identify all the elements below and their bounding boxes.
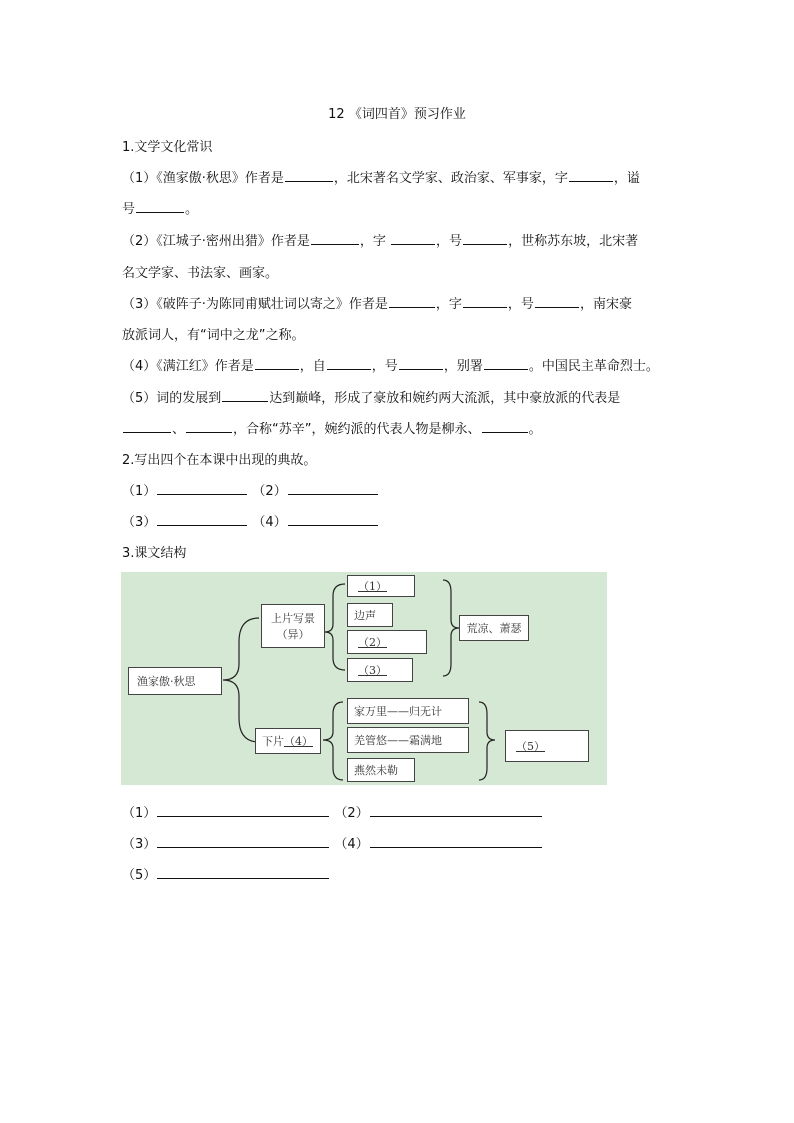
lower-summary-label: （5） <box>516 740 545 753</box>
q2-label-4: （4） <box>252 515 287 530</box>
q2-label-2: （2） <box>252 484 287 499</box>
q1-item-4-text-c: ，号 <box>371 359 398 374</box>
q1-item-3-line-2: 放派词人，有“词中之龙”之称。 <box>122 328 305 343</box>
upper-item-2-label: 边声 <box>354 609 376 622</box>
upper-item-1-label: （1） <box>358 580 387 593</box>
q1-item-3-text-b: ，字 <box>435 297 462 312</box>
answer-blank[interactable] <box>327 368 371 370</box>
answer-blank[interactable] <box>288 493 378 495</box>
q3-row-2 <box>122 833 543 852</box>
upper-label-2: （异） <box>276 628 310 641</box>
answer-blank[interactable] <box>157 524 247 526</box>
answer-blank[interactable] <box>389 306 435 308</box>
q3-label-3: （3） <box>122 837 157 852</box>
q1-item-3-text-c: ，号 <box>507 297 534 312</box>
upper-right-brace <box>443 580 459 676</box>
lower-summary-box[interactable] <box>505 730 589 762</box>
q1-item-2-text-a: （2）《江城子·密州出猎》作者是 <box>122 234 310 249</box>
q1-item-1-line-2 <box>122 198 198 217</box>
answer-blank[interactable] <box>136 211 184 213</box>
answer-blank[interactable] <box>255 368 299 370</box>
upper-item-2 <box>347 603 393 627</box>
upper-box <box>261 604 325 648</box>
q1-item-1-text-e: 。 <box>185 202 199 217</box>
q1-item-4-text-e: 。中国民主革命烈士。 <box>528 359 659 374</box>
upper-label-1: 上片写景 <box>271 612 315 625</box>
q1-item-5-text-d: ，合称“苏辛”，婉约派的代表人物是柳永、 <box>233 422 481 437</box>
q1-item-1-line-1 <box>122 167 640 186</box>
answer-blank[interactable] <box>157 815 329 817</box>
q1-item-1-text-a: （1）《渔家傲·秋思》作者是 <box>122 171 284 186</box>
answer-blank[interactable] <box>463 306 507 308</box>
answer-blank[interactable] <box>391 243 435 245</box>
section-2-heading: 2.写出四个在本课中出现的典故。 <box>122 453 317 468</box>
q1-item-5-text-e: 。 <box>528 422 542 437</box>
answer-blank[interactable] <box>399 368 443 370</box>
answer-blank[interactable] <box>569 180 613 182</box>
q3-label-1: （1） <box>122 806 157 821</box>
upper-brace <box>325 584 345 670</box>
upper-item-4[interactable] <box>347 658 413 682</box>
q3-label-4: （4） <box>334 837 369 852</box>
q1-item-4-text-a: （4）《满江红》作者是 <box>122 359 254 374</box>
root-box <box>128 667 222 695</box>
q1-item-4-text-d: ，别署 <box>443 359 483 374</box>
q1-item-1-text-d: 号 <box>122 202 136 217</box>
answer-blank[interactable] <box>463 243 507 245</box>
q3-label-5: （5） <box>122 868 157 883</box>
q1-item-1-text-c: ，谥 <box>613 171 640 186</box>
q1-item-2-line-2: 名文学家、书法家、画家。 <box>122 266 279 281</box>
q1-item-5-line-2 <box>122 418 542 437</box>
answer-blank[interactable] <box>288 524 378 526</box>
lower-item-1 <box>347 698 469 724</box>
upper-summary-label: 荒凉、萧瑟 <box>466 622 522 635</box>
section-1-heading: 1.文学文化常识 <box>122 140 213 155</box>
lower-item-3-label: 燕然未勒 <box>354 764 398 777</box>
answer-blank[interactable] <box>484 368 528 370</box>
upper-summary-box <box>459 615 529 641</box>
q1-item-2-line-1 <box>122 230 638 249</box>
q1-item-4-text-b: ，自 <box>299 359 326 374</box>
lower-item-2 <box>347 727 469 753</box>
q2-label-1: （1） <box>122 484 157 499</box>
structure-diagram <box>121 572 607 785</box>
q2-row-2 <box>122 511 379 530</box>
upper-item-4-label: （3） <box>358 664 387 677</box>
answer-blank[interactable] <box>535 306 579 308</box>
answer-blank[interactable] <box>285 180 333 182</box>
answer-blank[interactable] <box>157 846 329 848</box>
root-label: 渔家傲·秋思 <box>137 675 196 688</box>
upper-item-3-label: （2） <box>358 636 387 649</box>
q1-item-3-text-d: ，南宋豪 <box>579 297 632 312</box>
answer-blank[interactable] <box>222 400 268 402</box>
answer-blank[interactable] <box>157 493 247 495</box>
answer-blank[interactable] <box>186 431 232 433</box>
answer-blank[interactable] <box>311 243 359 245</box>
answer-blank[interactable] <box>370 815 542 817</box>
lower-brace <box>323 702 343 780</box>
upper-item-1[interactable] <box>347 575 415 597</box>
q1-item-3-text-a: （3）《破阵子·为陈同甫赋壮词以寄之》作者是 <box>122 297 388 312</box>
q3-row-3 <box>122 864 330 883</box>
answer-blank[interactable] <box>123 431 171 433</box>
q3-label-2: （2） <box>334 806 369 821</box>
root-brace <box>223 618 259 742</box>
q1-item-1-text-b: ，北宋著名文学家、政治家、军事家，字 <box>333 171 568 186</box>
lower-item-2-label: 羌管悠——霜满地 <box>354 734 442 747</box>
lower-item-1-label: 家万里——归无计 <box>354 705 442 718</box>
upper-item-3[interactable] <box>347 630 427 654</box>
q1-item-5-text-c: 、 <box>172 422 186 437</box>
lower-box <box>255 728 321 754</box>
page-title: 12 《词四首》预习作业 <box>328 107 466 122</box>
q1-item-4-line-1 <box>122 355 659 374</box>
q1-item-5-text-a: （5）词的发展到 <box>122 391 222 406</box>
answer-blank[interactable] <box>157 877 329 879</box>
q3-row-1 <box>122 802 543 821</box>
q1-item-5-text-b: 达到巅峰，形成了豪放和婉约两大流派，其中豪放派的代表是 <box>269 391 621 406</box>
q1-item-5-line-1 <box>122 387 620 406</box>
section-3-heading: 3.课文结构 <box>122 546 187 561</box>
q1-item-2-text-b: ，字 <box>359 234 391 249</box>
q2-row-1 <box>122 480 379 499</box>
answer-blank[interactable] <box>370 846 542 848</box>
lower-right-brace <box>479 702 495 780</box>
lower-blank-label[interactable]: （4） <box>284 735 313 748</box>
q2-label-3: （3） <box>122 515 157 530</box>
q1-item-2-text-c: ，号 <box>436 234 463 249</box>
q1-item-2-text-d: ，世称苏东坡，北宋著 <box>508 234 639 249</box>
answer-blank[interactable] <box>482 431 528 433</box>
q1-item-3-line-1 <box>122 293 632 312</box>
lower-label: 下片 <box>262 735 284 748</box>
lower-item-3 <box>347 758 415 782</box>
